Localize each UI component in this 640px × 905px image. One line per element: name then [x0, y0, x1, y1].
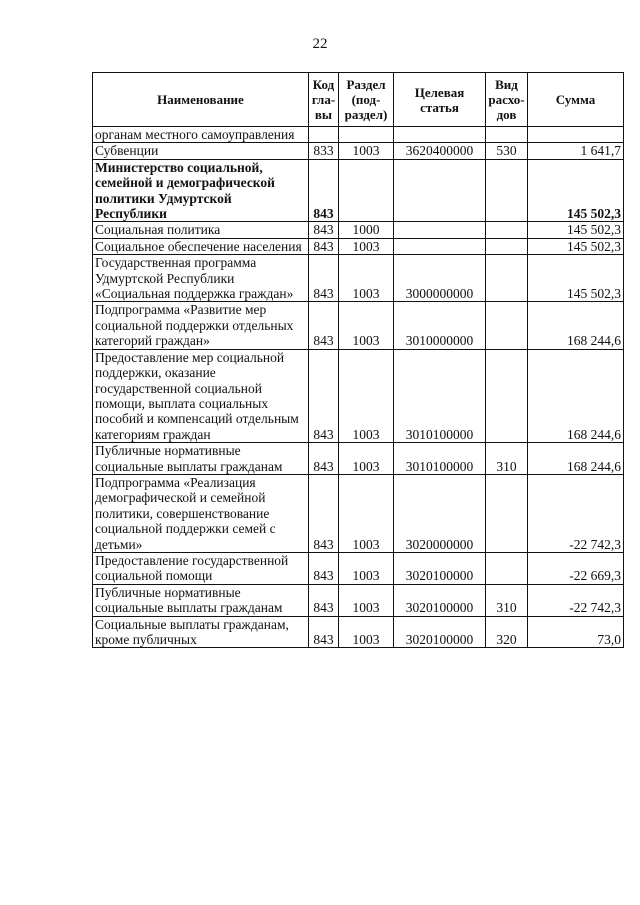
header-target: Целевая статья	[394, 73, 486, 127]
cell-type	[486, 222, 528, 238]
cell-sum: 1 641,7	[528, 143, 624, 159]
cell-sum: 168 244,6	[528, 302, 624, 349]
cell-sum	[528, 127, 624, 143]
cell-name: Социальная политика	[93, 222, 309, 238]
cell-section: 1003	[339, 349, 394, 442]
cell-code: 843	[309, 584, 339, 616]
cell-name: Публичные нормативные социальные выплаты гражданам	[93, 584, 309, 616]
cell-code: 843	[309, 349, 339, 442]
cell-name: Социальное обеспечение населения	[93, 238, 309, 254]
cell-target: 3000000000	[394, 255, 486, 302]
cell-section: 1003	[339, 302, 394, 349]
cell-name: Подпрограмма «Реализация демографической и семейной политики, совершенствование социальной поддержки семей с детьми»	[93, 474, 309, 552]
cell-target	[394, 127, 486, 143]
cell-target: 3020000000	[394, 474, 486, 552]
cell-type	[486, 552, 528, 584]
cell-target	[394, 159, 486, 222]
cell-section: 1003	[339, 143, 394, 159]
cell-target: 3020100000	[394, 552, 486, 584]
cell-section: 1003	[339, 584, 394, 616]
budget-table	[92, 72, 624, 648]
table-row	[93, 349, 624, 442]
cell-section: 1003	[339, 255, 394, 302]
header-sum: Сумма	[528, 73, 624, 127]
cell-section: 1000	[339, 222, 394, 238]
cell-code: 843	[309, 474, 339, 552]
table-row	[93, 584, 624, 616]
cell-target	[394, 238, 486, 254]
cell-sum: -22 742,3	[528, 474, 624, 552]
cell-code: 843	[309, 302, 339, 349]
cell-section: 1003	[339, 238, 394, 254]
cell-sum: 145 502,3	[528, 255, 624, 302]
cell-sum: 145 502,3	[528, 222, 624, 238]
cell-target: 3010100000	[394, 443, 486, 475]
cell-section: 1003	[339, 552, 394, 584]
cell-type	[486, 159, 528, 222]
cell-section: 1003	[339, 443, 394, 475]
cell-sum: 145 502,3	[528, 159, 624, 222]
cell-type	[486, 127, 528, 143]
cell-section	[339, 159, 394, 222]
table-row	[93, 222, 624, 238]
cell-name: Субвенции	[93, 143, 309, 159]
cell-type	[486, 349, 528, 442]
cell-code: 843	[309, 443, 339, 475]
header-row	[93, 73, 624, 127]
cell-sum: -22 669,3	[528, 552, 624, 584]
cell-type	[486, 302, 528, 349]
table-row	[93, 474, 624, 552]
cell-type: 530	[486, 143, 528, 159]
cell-code: 843	[309, 616, 339, 648]
cell-sum: 168 244,6	[528, 349, 624, 442]
cell-target	[394, 222, 486, 238]
cell-type: 310	[486, 584, 528, 616]
cell-name: органам местного самоуправления	[93, 127, 309, 143]
cell-name: Социальные выплаты гражданам, кроме публичных	[93, 616, 309, 648]
table-row	[93, 302, 624, 349]
table-row	[93, 616, 624, 648]
cell-code: 843	[309, 552, 339, 584]
table-row	[93, 143, 624, 159]
cell-type	[486, 255, 528, 302]
cell-name: Подпрограмма «Развитие мер социальной поддержки отдельных категорий граждан»	[93, 302, 309, 349]
table-row	[93, 443, 624, 475]
cell-name: Предоставление мер социальной поддержки, оказание государственной социальной помощи, выплата социальных пособий и компенсаций отдельным категориям граждан	[93, 349, 309, 442]
cell-sum: 73,0	[528, 616, 624, 648]
cell-type: 310	[486, 443, 528, 475]
table-row	[93, 238, 624, 254]
cell-name: Государственная программа Удмуртской Республики «Социальная поддержка граждан»	[93, 255, 309, 302]
cell-code	[309, 127, 339, 143]
cell-sum: 168 244,6	[528, 443, 624, 475]
header-name: Наименование	[93, 73, 309, 127]
cell-sum: 145 502,3	[528, 238, 624, 254]
cell-code: 843	[309, 255, 339, 302]
cell-target: 3020100000	[394, 616, 486, 648]
table-row	[93, 255, 624, 302]
cell-section: 1003	[339, 474, 394, 552]
cell-section	[339, 127, 394, 143]
cell-target: 3010000000	[394, 302, 486, 349]
table-row	[93, 127, 624, 143]
cell-code: 843	[309, 222, 339, 238]
cell-sum: -22 742,3	[528, 584, 624, 616]
table-body	[93, 127, 624, 648]
cell-name: Предоставление государственной социальной помощи	[93, 552, 309, 584]
cell-type	[486, 238, 528, 254]
cell-name: Публичные нормативные социальные выплаты гражданам	[93, 443, 309, 475]
cell-code: 833	[309, 143, 339, 159]
header-type: Вид расхо- дов	[486, 73, 528, 127]
cell-code: 843	[309, 159, 339, 222]
cell-type	[486, 474, 528, 552]
cell-target: 3010100000	[394, 349, 486, 442]
header-code: Код гла- вы	[309, 73, 339, 127]
cell-type: 320	[486, 616, 528, 648]
header-section: Раздел (под- раздел)	[339, 73, 394, 127]
table-row	[93, 552, 624, 584]
table-row	[93, 159, 624, 222]
cell-target: 3020100000	[394, 584, 486, 616]
cell-code: 843	[309, 238, 339, 254]
cell-name: Министерство социальной, семейной и демографической политики Удмуртской Республики	[93, 159, 309, 222]
page-number: 22	[312, 36, 328, 52]
cell-target: 3620400000	[394, 143, 486, 159]
cell-section: 1003	[339, 616, 394, 648]
